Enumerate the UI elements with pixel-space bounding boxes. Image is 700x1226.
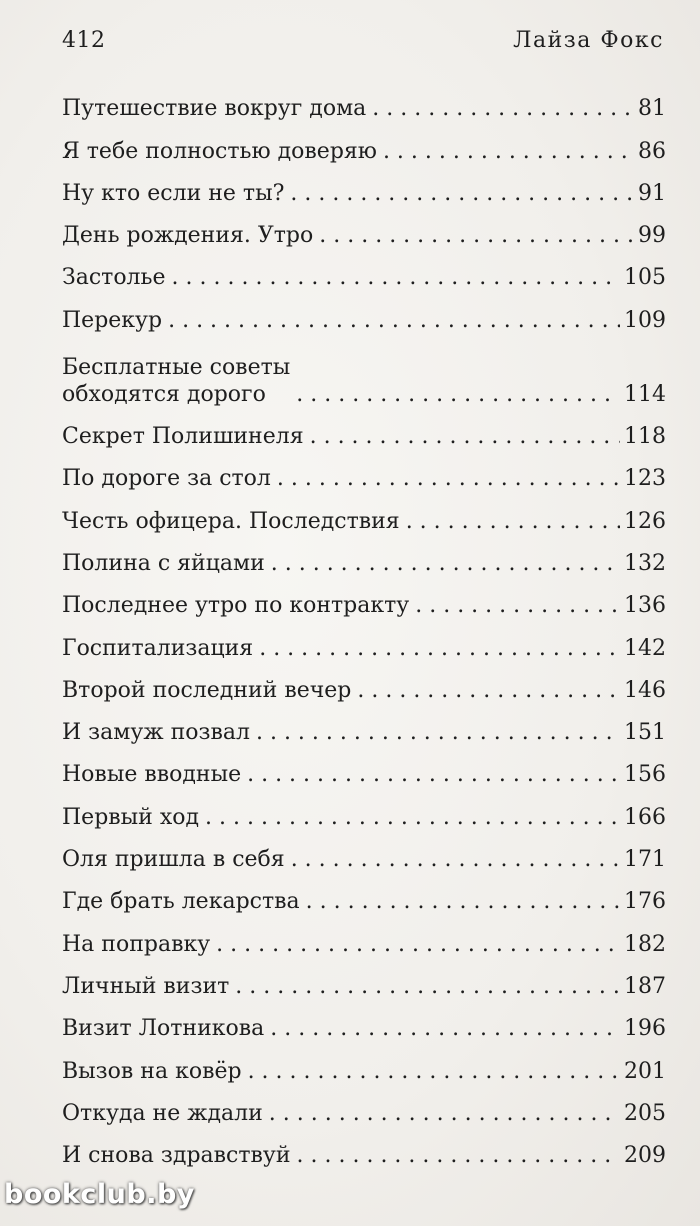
toc-dot-leader: [248, 1058, 620, 1085]
toc-dot-leader: [383, 138, 634, 165]
toc-entry-page: 114: [624, 381, 666, 407]
toc-entry-page: 118: [624, 424, 666, 450]
toc-entry-page: 91: [638, 180, 666, 206]
toc-entry: [62, 535, 666, 577]
toc-entry-page: 132: [624, 550, 666, 576]
toc-entry: [62, 873, 666, 915]
toc-entry: [62, 746, 666, 788]
toc-entry-page: 196: [624, 1016, 666, 1042]
toc-entry-title: Госпитализация: [62, 635, 254, 661]
toc-entry-page: 123: [624, 466, 666, 492]
toc-entry: [62, 577, 666, 619]
toc-entry-page: 182: [624, 931, 666, 957]
toc-dot-leader: [269, 1100, 620, 1127]
toc-entry-title: Последнее утро по контракту: [62, 593, 410, 619]
table-of-contents: [62, 80, 666, 1169]
toc-dot-leader: [319, 222, 634, 249]
toc-entry-page: 86: [638, 138, 666, 164]
toc-dot-leader: [297, 1142, 620, 1169]
toc-dot-leader: [247, 761, 620, 788]
toc-entry-title: Второй последний вечер: [62, 677, 352, 703]
page-header: [62, 28, 664, 58]
toc-dot-leader: [290, 180, 634, 207]
watermark: bookclub.by: [4, 1179, 195, 1210]
toc-entry-title: Первый ход: [62, 804, 200, 830]
toc-entry-page: 166: [624, 804, 666, 830]
toc-entry-title: Я тебе полностью доверяю: [62, 138, 377, 164]
toc-entry-page: 209: [624, 1143, 666, 1169]
toc-entry-title: На поправку: [62, 931, 211, 957]
toc-entry: [62, 1042, 666, 1084]
toc-dot-leader: [271, 550, 620, 577]
toc-entry-title: Оля пришла в себя: [62, 847, 285, 873]
toc-entry-page: 171: [624, 847, 666, 873]
toc-entry-page: 109: [624, 307, 666, 333]
toc-dot-leader: [270, 1015, 620, 1042]
toc-entry: [62, 915, 666, 957]
toc-entry-title: По дороге за стол: [62, 466, 271, 492]
toc-dot-leader: [357, 677, 620, 704]
toc-entry-page: 205: [624, 1100, 666, 1126]
toc-entry: [62, 122, 666, 164]
toc-dot-leader: [256, 719, 620, 746]
toc-dot-leader: [310, 423, 620, 450]
toc-entry: [62, 408, 666, 450]
toc-entry: [62, 291, 666, 333]
toc-entry-page: 146: [624, 677, 666, 703]
toc-entry-page: 151: [624, 720, 666, 746]
toc-entry-title: И замуж позвал: [62, 720, 250, 746]
toc-entry-title: Бесплатные советы обходятся дорого: [62, 354, 291, 407]
toc-entry-page: 187: [624, 973, 666, 999]
toc-dot-leader: [306, 888, 620, 915]
toc-entry-page: 176: [624, 889, 666, 915]
toc-entry-title: Путешествие вокруг дома: [62, 96, 367, 122]
toc-entry: [62, 334, 666, 408]
toc-entry-title: Перекур: [62, 307, 163, 333]
toc-entry-title: Где брать лекарства: [62, 889, 300, 915]
toc-entry-title: День рождения. Утро: [62, 223, 314, 249]
toc-entry-title: Полина с яйцами: [62, 550, 265, 576]
toc-entry-page: 142: [624, 635, 666, 661]
toc-entry: [62, 450, 666, 492]
page-number: 412: [62, 28, 106, 53]
toc-dot-leader: [372, 95, 634, 122]
toc-dot-leader: [172, 264, 620, 291]
toc-entry-title: Секрет Полишинеля: [62, 424, 304, 450]
toc-dot-leader: [259, 635, 620, 662]
toc-entry-title: Честь офицера. Последствия: [62, 508, 400, 534]
toc-entry: [62, 207, 666, 249]
running-head-author: Лайза Фокс: [513, 28, 664, 53]
toc-entry-title: Вызов на ковёр: [62, 1058, 242, 1084]
toc-entry-page: 126: [624, 508, 666, 534]
toc-dot-leader: [235, 973, 620, 1000]
toc-entry: [62, 1085, 666, 1127]
toc-entry: [62, 958, 666, 1000]
toc-entry: [62, 80, 666, 122]
toc-entry: [62, 492, 666, 534]
toc-entry-title: Ну кто если не ты?: [62, 180, 285, 206]
toc-entry-title: Откуда не ждали: [62, 1100, 263, 1126]
toc-dot-leader: [296, 381, 620, 408]
toc-entry: [62, 1000, 666, 1042]
toc-entry-page: 136: [624, 593, 666, 619]
toc-dot-leader: [216, 931, 620, 958]
toc-entry-page: 105: [624, 265, 666, 291]
toc-entry-page: 156: [624, 762, 666, 788]
toc-entry-page: 201: [624, 1058, 666, 1084]
toc-entry: [62, 619, 666, 661]
toc-entry-title: И снова здравствуй: [62, 1143, 291, 1169]
toc-entry-title: Личный визит: [62, 973, 230, 999]
toc-entry: [62, 831, 666, 873]
toc-entry: [62, 249, 666, 291]
toc-dot-leader: [406, 508, 620, 535]
toc-dot-leader: [277, 465, 620, 492]
toc-dot-leader: [205, 804, 620, 831]
toc-entry: [62, 165, 666, 207]
toc-entry-page: 81: [638, 96, 666, 122]
toc-dot-leader: [168, 307, 620, 334]
toc-entry: [62, 788, 666, 830]
toc-entry-page: 99: [638, 223, 666, 249]
toc-entry-title: Застолье: [62, 265, 166, 291]
toc-entry: [62, 1127, 666, 1169]
toc-entry-title: Новые вводные: [62, 762, 242, 788]
toc-dot-leader: [291, 846, 620, 873]
toc-entry: [62, 704, 666, 746]
toc-entry-title: Визит Лотникова: [62, 1016, 265, 1042]
toc-entry: [62, 662, 666, 704]
toc-dot-leader: [415, 592, 620, 619]
